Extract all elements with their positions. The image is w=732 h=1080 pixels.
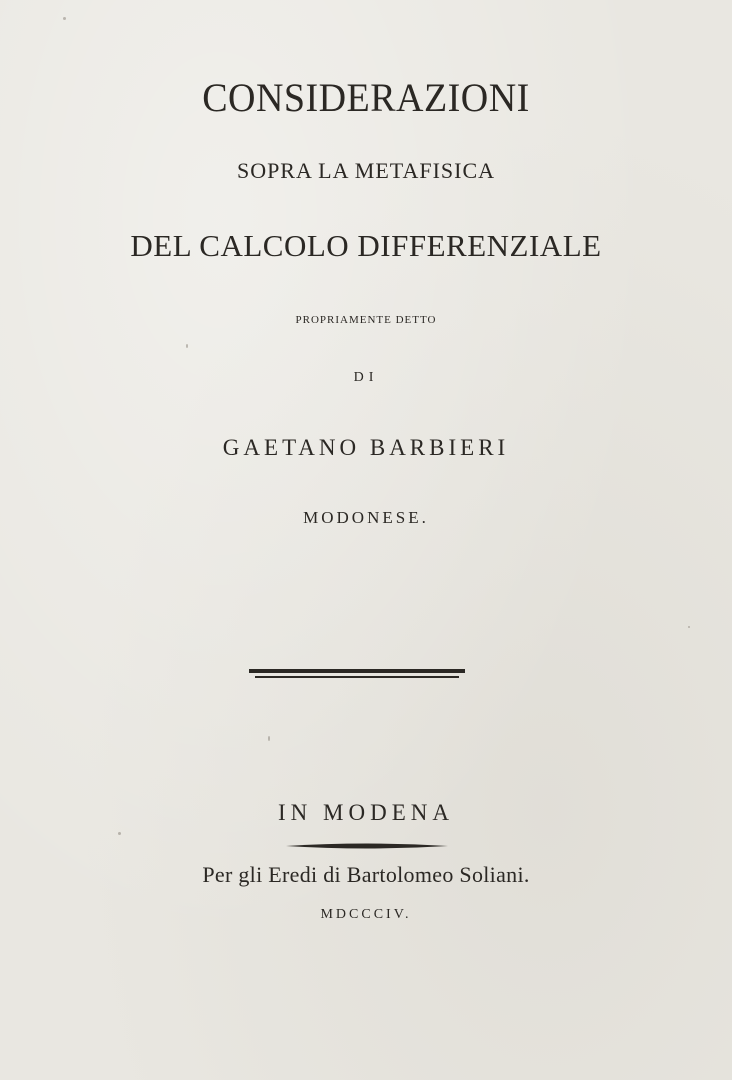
paper-speck xyxy=(268,736,270,741)
subtitle-line-1: SOPRA LA METAFISICA xyxy=(236,158,496,183)
thick-rule xyxy=(249,669,465,673)
paper-speck xyxy=(688,626,690,628)
imprint-year: MDCCCIV. xyxy=(320,907,412,922)
imprint-printer: Per gli Eredi di Bartolomeo Soliani. xyxy=(202,862,530,887)
imprint-city: IN MODENA xyxy=(278,800,454,825)
double-rule-divider xyxy=(249,669,465,679)
author-name: GAETANO BARBIERI xyxy=(222,435,510,460)
subtitle-line-2: DEL CALCOLO DIFFERENZIALE xyxy=(130,228,602,263)
paper-speck xyxy=(118,832,121,835)
paper-speck xyxy=(63,17,66,20)
subtitle-qualifier: PROPRIAMENTE DETTO xyxy=(295,314,437,326)
swelled-rule-divider xyxy=(286,841,448,851)
paper-speck xyxy=(186,344,188,348)
book-title: CONSIDERAZIONI xyxy=(202,75,530,120)
author-origin: MODONESE. xyxy=(303,508,429,527)
by-line: DI xyxy=(353,370,379,385)
thin-rule xyxy=(255,676,459,678)
